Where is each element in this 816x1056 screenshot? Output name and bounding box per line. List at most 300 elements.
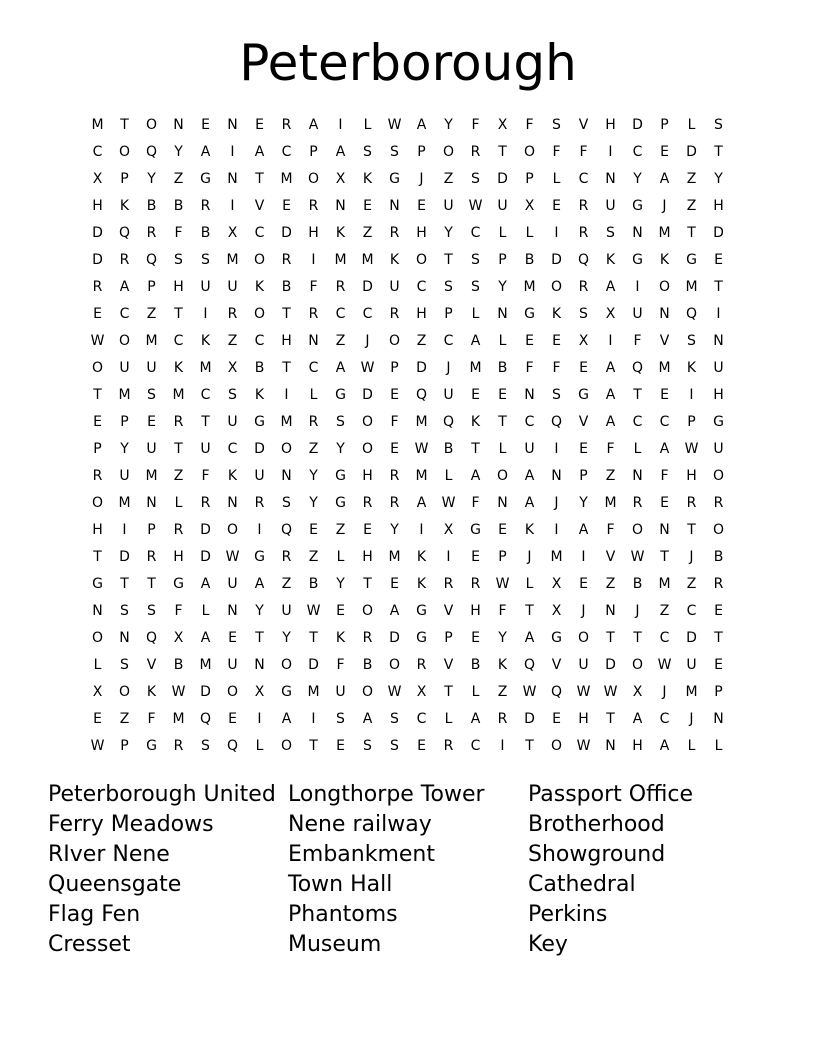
grid-letter: P: [579, 467, 588, 484]
grid-letter: R: [335, 278, 346, 295]
grid-letter: F: [174, 602, 183, 619]
grid-letter: I: [419, 521, 424, 538]
grid-letter: P: [120, 737, 129, 754]
grid-letter: P: [525, 170, 534, 187]
grid-letter: W: [90, 737, 105, 754]
grid-letter: H: [605, 116, 616, 133]
grid-letter: H: [173, 278, 184, 295]
grid-letter: I: [554, 440, 559, 457]
grid-letter: X: [173, 629, 184, 646]
grid-letter: R: [227, 305, 238, 322]
grid-letter: B: [443, 440, 454, 457]
grid-letter: S: [471, 278, 480, 295]
grid-letter: C: [335, 305, 346, 322]
grid-letter: Z: [335, 521, 346, 538]
grid-letter: G: [416, 629, 427, 646]
grid-letter: K: [335, 224, 346, 241]
grid-letter: T: [309, 629, 318, 646]
grid-letter: P: [660, 116, 669, 133]
grid-letter: Z: [605, 467, 616, 484]
grid-letter: A: [254, 575, 265, 592]
grid-letter: Y: [444, 116, 453, 133]
grid-letter: T: [174, 305, 183, 322]
grid-letter: E: [309, 521, 318, 538]
grid-letter: U: [281, 602, 292, 619]
grid-letter: E: [579, 575, 588, 592]
grid-letter: I: [230, 197, 235, 214]
grid-letter: L: [525, 224, 534, 241]
grid-letter: R: [281, 548, 292, 565]
grid-letter: L: [633, 440, 642, 457]
grid-letter: V: [605, 548, 616, 565]
grid-letter: G: [524, 305, 535, 322]
grid-letter: B: [146, 197, 157, 214]
grid-letter: S: [336, 710, 345, 727]
grid-letter: I: [230, 143, 235, 160]
grid-letter: F: [525, 116, 534, 133]
grid-letter: U: [227, 413, 238, 430]
grid-letter: U: [227, 575, 238, 592]
grid-letter: O: [388, 332, 401, 349]
grid-letter: H: [92, 521, 103, 538]
grid-letter: A: [605, 359, 616, 376]
grid-letter: A: [470, 710, 481, 727]
grid-letter: W: [387, 683, 402, 700]
grid-letter: T: [93, 548, 102, 565]
grid-letter: S: [714, 116, 723, 133]
grid-letter: N: [632, 467, 643, 484]
grid-letter: N: [281, 467, 292, 484]
grid-letter: R: [173, 521, 184, 538]
grid-letter: B: [524, 251, 535, 268]
grid-letter: K: [659, 251, 670, 268]
grid-letter: G: [713, 413, 724, 430]
grid-letter: M: [199, 359, 212, 376]
grid-letter: T: [498, 413, 507, 430]
grid-letter: J: [581, 602, 586, 619]
grid-letter: Z: [686, 170, 697, 187]
grid-letter: A: [281, 710, 292, 727]
grid-letter: R: [281, 116, 292, 133]
grid-letter: M: [415, 413, 428, 430]
grid-letter: A: [659, 737, 670, 754]
grid-letter: A: [389, 602, 400, 619]
grid-letter: G: [416, 602, 427, 619]
grid-letter: H: [173, 548, 184, 565]
grid-letter: D: [362, 386, 373, 403]
grid-letter: I: [689, 386, 694, 403]
grid-letter: O: [496, 467, 509, 484]
grid-letter: M: [469, 359, 482, 376]
grid-letter: Q: [442, 413, 455, 430]
grid-letter: R: [200, 197, 211, 214]
grid-letter: S: [147, 602, 156, 619]
grid-letter: E: [336, 737, 345, 754]
grid-letter: R: [308, 413, 319, 430]
grid-letter: O: [118, 683, 131, 700]
grid-letter: K: [254, 278, 265, 295]
grid-letter: P: [714, 683, 723, 700]
grid-letter: W: [630, 548, 645, 565]
grid-letter: X: [92, 170, 103, 187]
grid-letter: K: [551, 305, 562, 322]
grid-letter: W: [468, 197, 483, 214]
grid-letter: K: [173, 359, 184, 376]
grid-letter: O: [91, 494, 104, 511]
grid-letter: R: [389, 224, 400, 241]
grid-letter: M: [334, 251, 347, 268]
grid-letter: U: [146, 359, 157, 376]
grid-letter: K: [146, 683, 157, 700]
word-list-item: Nene railway: [288, 812, 432, 837]
grid-letter: Y: [633, 170, 642, 187]
grid-letter: X: [443, 521, 454, 538]
grid-letter: X: [227, 224, 238, 241]
grid-letter: G: [254, 548, 265, 565]
grid-letter: U: [713, 359, 724, 376]
grid-letter: F: [309, 278, 318, 295]
grid-letter: Y: [309, 494, 318, 511]
grid-letter: O: [361, 440, 374, 457]
grid-letter: M: [658, 575, 671, 592]
grid-letter: T: [660, 548, 669, 565]
grid-letter: S: [552, 386, 561, 403]
grid-letter: D: [551, 251, 562, 268]
grid-letter: H: [92, 197, 103, 214]
grid-letter: R: [281, 251, 292, 268]
grid-letter: R: [173, 737, 184, 754]
grid-letter: E: [552, 332, 561, 349]
grid-letter: F: [390, 413, 399, 430]
grid-letter: T: [471, 440, 480, 457]
grid-letter: F: [201, 467, 210, 484]
grid-letter: M: [658, 224, 671, 241]
grid-letter: O: [253, 305, 266, 322]
grid-letter: J: [365, 332, 370, 349]
grid-letter: I: [581, 548, 586, 565]
grid-letter: S: [471, 170, 480, 187]
grid-letter: Y: [498, 278, 507, 295]
grid-letter: X: [524, 197, 535, 214]
grid-letter: H: [308, 224, 319, 241]
grid-letter: O: [361, 602, 374, 619]
grid-letter: M: [685, 683, 698, 700]
grid-letter: H: [713, 386, 724, 403]
grid-letter: D: [92, 224, 103, 241]
grid-letter: K: [470, 413, 481, 430]
grid-letter: Q: [550, 683, 563, 700]
word-list-item: Town Hall: [288, 872, 393, 897]
grid-letter: U: [119, 359, 130, 376]
grid-letter: A: [200, 575, 211, 592]
grid-letter: P: [417, 143, 426, 160]
grid-letter: O: [361, 413, 374, 430]
grid-letter: S: [471, 251, 480, 268]
grid-letter: X: [551, 575, 562, 592]
grid-letter: F: [552, 143, 561, 160]
grid-letter: D: [200, 521, 211, 538]
grid-letter: H: [416, 224, 427, 241]
grid-letter: R: [713, 494, 724, 511]
grid-letter: Q: [631, 359, 644, 376]
grid-letter: O: [712, 521, 725, 538]
grid-letter: C: [173, 332, 184, 349]
grid-letter: A: [119, 278, 130, 295]
grid-letter: K: [389, 251, 400, 268]
grid-letter: B: [281, 278, 292, 295]
grid-letter: K: [686, 359, 697, 376]
grid-letter: F: [660, 467, 669, 484]
grid-letter: M: [523, 278, 536, 295]
word-list-item: Key: [528, 932, 568, 957]
grid-letter: M: [172, 386, 185, 403]
grid-letter: X: [416, 683, 427, 700]
grid-letter: G: [335, 494, 346, 511]
grid-letter: Z: [227, 332, 238, 349]
grid-letter: R: [686, 494, 697, 511]
grid-letter: O: [658, 278, 671, 295]
grid-letter: K: [524, 521, 535, 538]
grid-letter: K: [200, 332, 211, 349]
grid-letter: S: [147, 386, 156, 403]
grid-letter: M: [550, 548, 563, 565]
grid-letter: B: [308, 575, 319, 592]
grid-letter: I: [122, 521, 127, 538]
grid-letter: E: [363, 521, 372, 538]
grid-letter: L: [255, 737, 264, 754]
grid-letter: M: [91, 116, 104, 133]
grid-letter: P: [120, 170, 129, 187]
grid-letter: L: [336, 548, 345, 565]
grid-letter: J: [554, 494, 559, 511]
grid-letter: Y: [255, 602, 264, 619]
grid-letter: D: [686, 629, 697, 646]
grid-letter: Z: [605, 575, 616, 592]
grid-letter: D: [686, 143, 697, 160]
grid-letter: R: [578, 278, 589, 295]
grid-letter: P: [147, 521, 156, 538]
grid-letter: K: [416, 548, 427, 565]
word-list-item: Embankment: [288, 842, 435, 867]
grid-letter: G: [686, 251, 697, 268]
grid-letter: S: [120, 656, 129, 673]
grid-letter: S: [363, 143, 372, 160]
grid-letter: T: [444, 683, 453, 700]
grid-letter: L: [444, 467, 453, 484]
grid-letter: N: [119, 629, 130, 646]
grid-letter: B: [254, 359, 265, 376]
grid-letter: R: [443, 575, 454, 592]
grid-letter: L: [687, 737, 696, 754]
word-list-item: Brotherhood: [528, 812, 665, 837]
grid-letter: R: [416, 656, 427, 673]
word-list-item: Museum: [288, 932, 382, 957]
grid-letter: S: [579, 305, 588, 322]
grid-letter: O: [361, 683, 374, 700]
grid-letter: E: [660, 386, 669, 403]
grid-letter: O: [91, 629, 104, 646]
grid-letter: E: [363, 197, 372, 214]
grid-letter: B: [173, 656, 184, 673]
grid-letter: I: [257, 710, 262, 727]
grid-letter: S: [552, 116, 561, 133]
grid-letter: M: [388, 548, 401, 565]
grid-letter: Z: [497, 683, 508, 700]
grid-letter: M: [280, 413, 293, 430]
grid-letter: N: [335, 197, 346, 214]
grid-letter: L: [525, 575, 534, 592]
grid-letter: H: [686, 467, 697, 484]
grid-letter: B: [470, 656, 481, 673]
grid-letter: G: [578, 386, 589, 403]
grid-letter: J: [689, 548, 694, 565]
grid-letter: N: [254, 656, 265, 673]
grid-letter: C: [119, 305, 130, 322]
grid-letter: E: [471, 548, 480, 565]
grid-letter: W: [522, 683, 537, 700]
grid-letter: E: [93, 710, 102, 727]
grid-letter: I: [554, 521, 559, 538]
grid-letter: Y: [147, 170, 156, 187]
grid-letter: K: [605, 251, 616, 268]
grid-letter: A: [254, 143, 265, 160]
grid-letter: K: [416, 575, 427, 592]
grid-letter: Y: [579, 494, 588, 511]
grid-letter: G: [335, 386, 346, 403]
grid-letter: T: [147, 575, 156, 592]
grid-letter: O: [523, 143, 536, 160]
grid-letter: V: [578, 413, 589, 430]
grid-letter: T: [687, 224, 696, 241]
grid-letter: C: [362, 305, 373, 322]
grid-letter: R: [578, 197, 589, 214]
grid-letter: W: [360, 359, 375, 376]
grid-letter: H: [632, 737, 643, 754]
grid-letter: U: [200, 440, 211, 457]
grid-letter: O: [226, 521, 239, 538]
grid-letter: H: [362, 467, 373, 484]
grid-letter: N: [227, 602, 238, 619]
grid-letter: L: [498, 224, 507, 241]
grid-letter: B: [200, 224, 211, 241]
grid-letter: E: [255, 116, 264, 133]
grid-letter: H: [281, 332, 292, 349]
grid-letter: M: [415, 467, 428, 484]
grid-letter: F: [552, 359, 561, 376]
grid-letter: Y: [390, 521, 399, 538]
grid-letter: E: [714, 656, 723, 673]
grid-letter: L: [201, 602, 210, 619]
grid-letter: T: [282, 305, 291, 322]
grid-letter: T: [120, 116, 129, 133]
grid-letter: Y: [336, 440, 345, 457]
grid-letter: F: [606, 521, 615, 538]
grid-letter: A: [659, 170, 670, 187]
grid-letter: S: [606, 224, 615, 241]
grid-letter: K: [497, 656, 508, 673]
grid-letter: Q: [550, 413, 563, 430]
grid-letter: O: [280, 440, 293, 457]
grid-letter: O: [631, 521, 644, 538]
grid-letter: A: [308, 116, 319, 133]
grid-letter: M: [145, 332, 158, 349]
grid-letter: N: [389, 197, 400, 214]
word-list-item: Cresset: [48, 932, 131, 957]
grid-letter: P: [498, 548, 507, 565]
grid-letter: L: [363, 116, 372, 133]
grid-letter: Z: [443, 170, 454, 187]
grid-letter: S: [174, 251, 183, 268]
grid-letter: G: [281, 683, 292, 700]
grid-letter: B: [362, 656, 373, 673]
grid-letter: T: [309, 737, 318, 754]
grid-letter: K: [119, 197, 130, 214]
grid-letter: B: [713, 548, 724, 565]
grid-letter: Z: [335, 332, 346, 349]
grid-letter: D: [416, 359, 427, 376]
grid-letter: O: [712, 467, 725, 484]
grid-letter: N: [659, 305, 670, 322]
grid-letter: U: [227, 278, 238, 295]
grid-letter: I: [500, 737, 505, 754]
grid-letter: Z: [173, 467, 184, 484]
grid-letter: E: [228, 710, 237, 727]
grid-letter: O: [118, 332, 131, 349]
grid-letter: O: [388, 656, 401, 673]
grid-letter: A: [605, 386, 616, 403]
grid-letter: R: [146, 224, 157, 241]
grid-letter: Z: [686, 575, 697, 592]
grid-letter: D: [389, 629, 400, 646]
grid-letter: N: [659, 521, 670, 538]
grid-letter: W: [171, 683, 186, 700]
grid-letter: Y: [174, 143, 183, 160]
grid-letter: A: [605, 413, 616, 430]
grid-letter: Z: [362, 224, 373, 241]
grid-letter: O: [280, 737, 293, 754]
grid-letter: O: [415, 251, 428, 268]
grid-letter: D: [362, 278, 373, 295]
grid-letter: N: [308, 332, 319, 349]
grid-letter: M: [118, 494, 131, 511]
grid-letter: F: [174, 224, 183, 241]
grid-letter: U: [524, 440, 535, 457]
grid-letter: N: [524, 386, 535, 403]
grid-letter: X: [632, 683, 643, 700]
grid-letter: E: [660, 143, 669, 160]
grid-letter: X: [335, 170, 346, 187]
grid-letter: R: [146, 548, 157, 565]
grid-letter: S: [390, 710, 399, 727]
grid-letter: U: [200, 278, 211, 295]
grid-letter: E: [417, 197, 426, 214]
grid-letter: D: [200, 548, 211, 565]
grid-letter: H: [362, 548, 373, 565]
word-list-item: Longthorpe Tower: [288, 782, 485, 807]
grid-letter: M: [145, 467, 158, 484]
grid-letter: W: [387, 116, 402, 133]
grid-letter: C: [254, 224, 265, 241]
grid-letter: R: [308, 305, 319, 322]
grid-letter: A: [335, 359, 346, 376]
grid-letter: G: [632, 251, 643, 268]
grid-letter: I: [338, 116, 343, 133]
grid-letter: F: [471, 494, 480, 511]
grid-letter: D: [308, 656, 319, 673]
grid-letter: T: [633, 629, 642, 646]
grid-letter: R: [389, 305, 400, 322]
grid-letter: A: [200, 629, 211, 646]
